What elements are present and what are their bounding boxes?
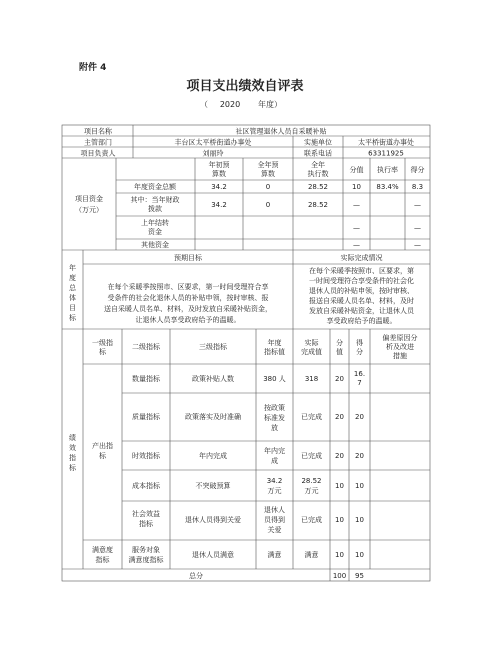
ind-header-actual-2: 完成值	[301, 348, 322, 356]
dept-label: 主管部门	[84, 138, 112, 147]
row-actual: 28.52	[301, 477, 322, 485]
ind-header-reason: 偏差原因分	[382, 334, 418, 342]
row-score-2: 7	[357, 379, 362, 387]
row-target-3: 关爱	[267, 526, 282, 534]
row-target: 按政策	[264, 404, 285, 412]
project-name-label: 项目名称	[84, 127, 112, 136]
row-max: 20	[335, 452, 344, 460]
row-target-2: 成	[271, 457, 278, 465]
row-actual-2: 万元	[304, 487, 319, 495]
fund-budget: 34.2	[211, 183, 227, 191]
row-actual: 满意	[304, 551, 319, 559]
form-title: 项目支出绩效自评表	[186, 79, 304, 94]
svg-text:年: 年	[69, 264, 76, 272]
ind-header-l1: 一级指	[92, 339, 113, 347]
year-value: 2020	[219, 100, 241, 109]
row-score: 10	[355, 482, 364, 490]
ind-header-target: 年度	[267, 339, 282, 347]
fund-score: —	[414, 241, 421, 249]
svg-text:发放自采暖补贴资金，让退休人员: 发放自采暖补贴资金，让退休人员	[309, 307, 414, 315]
row-score: 10	[355, 516, 364, 524]
row-l3: 不突破预算	[195, 482, 231, 490]
project-name-value: 社区管理退休人员自采暖补贴	[235, 127, 327, 136]
total-max: 100	[332, 572, 347, 580]
header-exec-2: 执行数	[307, 170, 329, 178]
row-l3: 退休人员得到关爱	[185, 516, 241, 524]
fund-score-max: —	[353, 224, 360, 232]
row-l2-2: 指标	[139, 520, 153, 528]
fund-row-label: 上年结转	[141, 219, 169, 227]
phone-label: 联系电话	[304, 149, 332, 158]
ind-header-l3: 三级指标	[199, 343, 227, 351]
header-exec: 全年	[311, 161, 325, 169]
fund-exec: 28.52	[307, 183, 329, 191]
svg-text:度: 度	[69, 274, 76, 282]
svg-text:送自采暖人员名单、材料，及时发放自采暖补贴资金，: 送自采暖人员名单、材料，及时发放自采暖补贴资金，	[104, 305, 272, 313]
row-l3: 退休人员满意	[192, 551, 234, 559]
row-target-2: 员得到	[264, 516, 285, 524]
ind-header-l1b: 标	[99, 348, 106, 356]
fund-score: 8.3	[411, 183, 424, 191]
fund-row-label: 其他资金	[141, 241, 169, 249]
row-l2: 服务对象	[132, 546, 160, 554]
fund-score: —	[414, 224, 421, 232]
ind-header-score: 得	[356, 339, 363, 347]
ind-header-target-2: 指标值	[264, 348, 285, 356]
row-score: 20	[355, 452, 364, 460]
row-max: 10	[335, 551, 344, 559]
row-max: 20	[335, 413, 344, 421]
ind-header-reason-2: 析及改进	[386, 343, 414, 351]
row-target-3: 放	[271, 424, 278, 432]
leader-value: 刘丽玲	[202, 149, 224, 158]
row-actual: 已完成	[301, 516, 322, 524]
satisfaction-indicator-label-2: 指标	[95, 556, 110, 564]
satisfaction-indicator-label: 满意度	[92, 546, 113, 554]
year-unit: 年度）	[258, 100, 282, 109]
svg-text:总: 总	[69, 284, 76, 292]
year-open: （	[200, 100, 208, 109]
fund-row-label-2: 资金	[148, 228, 162, 236]
goals-side-label	[69, 263, 77, 322]
impl-label: 实施单位	[304, 138, 332, 147]
svg-text:让退休人员享受政府给予的温暖。: 让退休人员享受政府给予的温暖。	[135, 316, 241, 324]
svg-text:报送自采暖人员名单、材料，及时: 报送自采暖人员名单、材料，及时	[309, 297, 414, 305]
attachment-label: 附件 4	[79, 63, 107, 73]
row-l2: 数量指标	[132, 375, 160, 383]
header-budget-2: 算数	[212, 170, 226, 178]
output-indicator-label: 产出指	[92, 442, 113, 450]
svg-text:目: 目	[69, 304, 76, 312]
impl-value: 太平桥街道办事处	[358, 138, 414, 147]
fund-row-label-2: 拨款	[148, 205, 162, 213]
row-target: 年内完	[264, 447, 285, 455]
header-score-max: 分值	[349, 166, 364, 174]
leader-label: 项目负责人	[80, 149, 116, 158]
fund-full: 0	[265, 201, 271, 209]
row-l3: 政策补贴人数	[192, 375, 234, 383]
row-l2: 质量指标	[132, 413, 160, 421]
row-target: 34.2	[266, 477, 283, 485]
phone-value: 63311925	[368, 149, 404, 158]
svg-text:标: 标	[69, 314, 76, 322]
row-max: 10	[335, 516, 344, 524]
row-target: 退休人	[264, 506, 285, 514]
funds-side-unit: （万元）	[75, 206, 103, 214]
fund-rate: 83.4%	[376, 183, 399, 191]
ind-header-reason-3: 措施	[393, 352, 407, 360]
fund-score: —	[414, 201, 421, 209]
fund-score-max: —	[353, 201, 360, 209]
row-l2-2: 满意度指标	[128, 556, 164, 564]
ind-header-l2: 二级指标	[132, 343, 160, 351]
actual-goal-text	[309, 266, 415, 325]
svg-text:体: 体	[69, 294, 76, 302]
fund-score-max: 10	[352, 183, 361, 191]
header-full: 全年预	[257, 161, 279, 169]
row-actual: 已完成	[301, 452, 322, 460]
svg-text:退休人员的补贴申领，按时审核、: 退休人员的补贴申领，按时审核、	[309, 287, 414, 295]
header-budget: 年初预	[208, 161, 230, 169]
svg-text:在每个采暖季按照市、区要求，第: 在每个采暖季按照市、区要求，第	[309, 267, 414, 275]
row-l3: 年内完成	[199, 452, 227, 460]
row-target-2: 标准发	[264, 414, 285, 422]
output-indicator-label-2: 标	[99, 452, 106, 460]
svg-text:享受政府给予的温暖。: 享受政府给予的温暖。	[326, 317, 397, 325]
row-l2: 成本指标	[132, 482, 160, 490]
header-score: 得分	[410, 166, 425, 174]
row-score: 20	[355, 413, 364, 421]
row-l2: 社会效益	[132, 510, 160, 518]
total-label: 总分	[189, 572, 203, 580]
row-max: 20	[335, 375, 344, 383]
svg-text:一时间受理符合享受条件的社会化: 一时间受理符合享受条件的社会化	[309, 277, 414, 285]
header-rate: 执行率	[377, 166, 398, 174]
svg-text:标: 标	[69, 464, 76, 472]
indicators-side-label	[69, 433, 77, 472]
row-max: 10	[335, 482, 344, 490]
svg-text:指: 指	[69, 454, 76, 462]
header-full-2: 算数	[261, 170, 275, 178]
table-grid	[62, 125, 430, 581]
fund-score-max: —	[353, 241, 360, 249]
fund-exec: 28.52	[307, 201, 329, 209]
row-target: 380 人	[263, 375, 286, 383]
row-l3: 政策落实及时准确	[185, 413, 241, 421]
fund-full: 0	[265, 183, 271, 191]
row-score: 10	[355, 551, 364, 559]
row-actual: 已完成	[301, 413, 322, 421]
fund-row-label: 年度资金总额	[134, 183, 176, 191]
ind-header-actual: 实际	[304, 339, 319, 347]
total-score: 95	[355, 572, 364, 580]
svg-text:受条件的社会化退休人员的补贴申领，按时审核、报: 受条件的社会化退休人员的补贴申领，按时审核、报	[107, 294, 269, 302]
fund-row-label: 其中：当年财政	[130, 196, 180, 204]
row-l2: 时效指标	[132, 452, 160, 460]
dept-value: 丰台区太平桥街道办事处	[174, 138, 252, 147]
row-actual: 318	[304, 375, 319, 383]
ind-header-max-2: 值	[336, 348, 343, 356]
row-target-2: 万元	[267, 487, 282, 495]
actual-header: 实际完成情况	[340, 254, 383, 262]
row-target: 满意	[267, 551, 282, 559]
expected-header: 预期目标	[174, 254, 202, 262]
svg-text:绩: 绩	[69, 434, 76, 442]
svg-text:效: 效	[69, 444, 76, 452]
fund-budget: 34.2	[211, 201, 227, 209]
ind-header-max: 分	[336, 339, 343, 347]
row-score: 16.	[353, 370, 366, 378]
funds-side-label: 项目资金	[75, 195, 103, 203]
ind-header-score-2: 分	[356, 348, 363, 356]
expected-goal-text	[104, 282, 272, 324]
svg-text:在每个采暖季按照市、区要求，第一时间受理符合享: 在每个采暖季按照市、区要求，第一时间受理符合享	[107, 283, 269, 291]
